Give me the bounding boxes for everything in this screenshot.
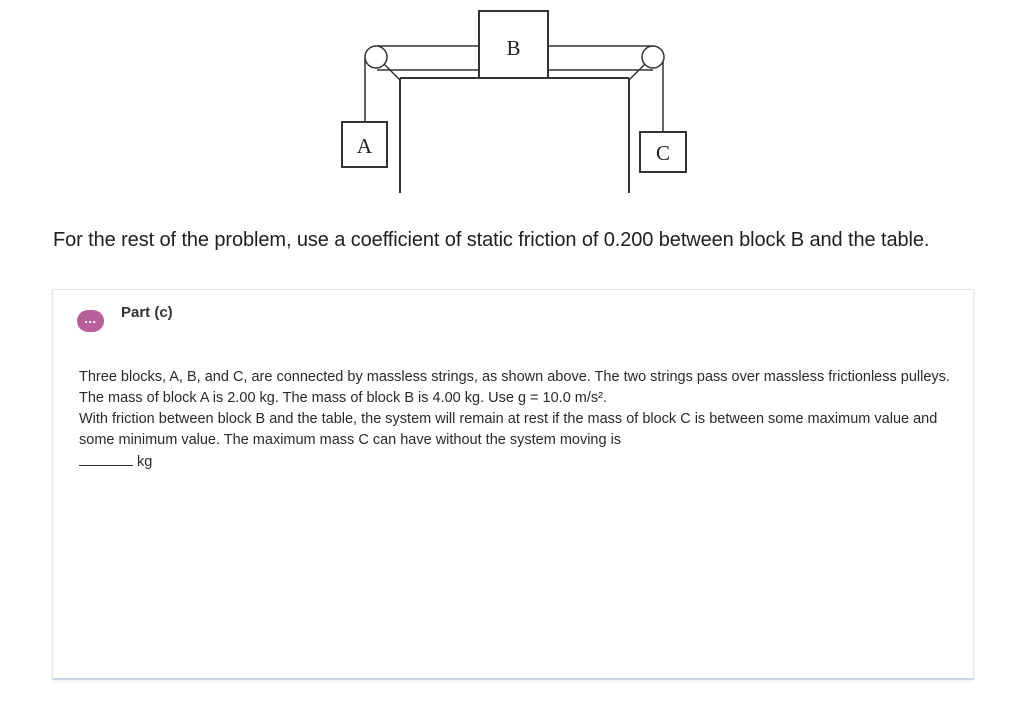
pulley-diagram-svg	[318, 0, 708, 208]
problem-intro-text: For the rest of the problem, use a coefficient of static friction of 0.200 between block B and the table.	[53, 229, 930, 251]
block-b-label: B	[506, 36, 521, 60]
left-pulley	[365, 46, 387, 68]
block-a-label: A	[356, 134, 373, 158]
question-text-line1: Three blocks, A, B, and C, are connected by massless strings, as shown above. The two strings pass over massless frictionless pulleys. The mass of block A is 2.00 kg. The mass of block B is 4.00 kg. Use g = 10.0 m/s².	[79, 369, 950, 406]
question-text-line2: With friction between block B and the table, the system will remain at rest if the mass of block C is between some maximum value and some minimum value. The maximum mass C can have without the system moving is	[79, 411, 938, 448]
answer-row	[79, 451, 959, 473]
question-body	[79, 367, 959, 473]
answer-unit: kg	[137, 454, 153, 470]
right-pulley	[642, 46, 664, 68]
part-c-card	[52, 289, 974, 680]
answer-blank[interactable]	[79, 451, 133, 466]
hint-badge-icon[interactable]: ...	[77, 310, 104, 332]
part-title: Part (c)	[121, 304, 173, 321]
block-c-label: C	[655, 141, 671, 165]
pulley-diagram	[318, 0, 708, 208]
